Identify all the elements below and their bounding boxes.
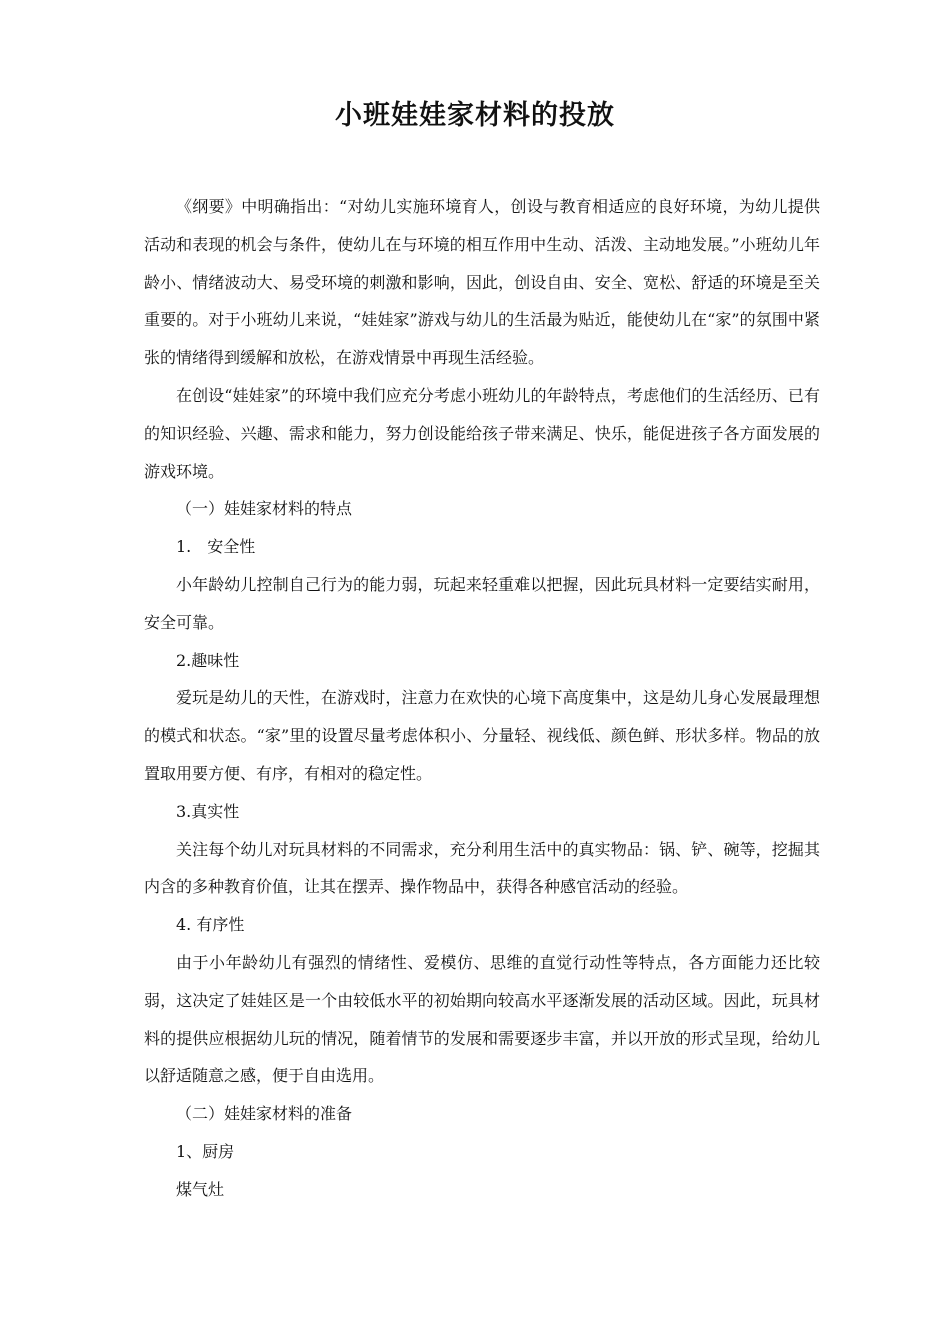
paragraph-realism: 关注每个幼儿对玩具材料的不同需求，充分利用生活中的真实物品：锅、铲、碗等，挖掘其内含的多种教育价值，让其在摆弄、操作物品中，获得各种感官活动的经验。 xyxy=(144,839,820,897)
document-body xyxy=(144,188,820,1209)
subheading-order: 4. 有序性 xyxy=(176,915,245,935)
paragraph-order: 由于小年龄幼儿有强烈的情绪性、爱模仿、思维的直觉行动性等特点，各方面能力还比较弱，这决定了娃娃区是一个由较低水平的初始期向较高水平逐渐发展的活动区域。因此，玩具材料的提供应根据幼儿玩的情况，随着情节的发展和需要逐步丰富，并以开放的形式呈现，给幼儿以舒适随意之感，便于自由选用。 xyxy=(144,952,820,1086)
paragraph-safety: 小年龄幼儿控制自己行为的能力弱，玩起来轻重难以把握，因此玩具材料一定要结实耐用，安全可靠。 xyxy=(144,574,820,632)
document-title: 小班娃娃家材料的投放 xyxy=(335,100,615,131)
subheading-fun: 2.趣味性 xyxy=(176,650,240,670)
paragraph-fun: 爱玩是幼儿的天性，在游戏时，注意力在欢快的心境下高度集中，这是幼儿身心发展最理想的模式和状态。“家”里的设置尽量考虑体积小、分量轻、视线低、颜色鲜、形状多样。物品的放置取用要方便、有序，有相对的稳定性。 xyxy=(144,688,820,783)
subheading-kitchen: 1、厨房 xyxy=(176,1141,235,1161)
paragraph-intro: 《纲要》中明确指出：“对幼儿实施环境育人，创设与教育相适应的良好环境，为幼儿提供活动和表现的机会与条件，使幼儿在与环境的相互作用中生动、活泼、主动地发展。”小班幼儿年龄小、情绪波动大、易受环境的刺激和影响，因此，创设自由、安全、宽松、舒适的环境是至关重要的。对于小班幼儿来说，“娃娃家”游戏与幼儿的生活最为贴近，能使幼儿在“家”的氛围中紧张的情绪得到缓解和放松，在游戏情景中再现生活经验。 xyxy=(144,197,820,368)
subheading-safety: 1. 安全性 xyxy=(176,537,256,557)
section-heading-features: （一）娃娃家材料的特点 xyxy=(176,499,353,519)
item-gas-stove: 煤气灶 xyxy=(176,1179,225,1199)
paragraph-environment: 在创设“娃娃家”的环境中我们应充分考虑小班幼儿的年龄特点，考虑他们的生活经历、已有的知识经验、兴趣、需求和能力，努力创设能给孩子带来满足、快乐，能促进孩子各方面发展的游戏环境。 xyxy=(144,385,820,481)
section-heading-preparation: （二）娃娃家材料的准备 xyxy=(176,1104,353,1124)
subheading-realism: 3.真实性 xyxy=(176,801,240,821)
